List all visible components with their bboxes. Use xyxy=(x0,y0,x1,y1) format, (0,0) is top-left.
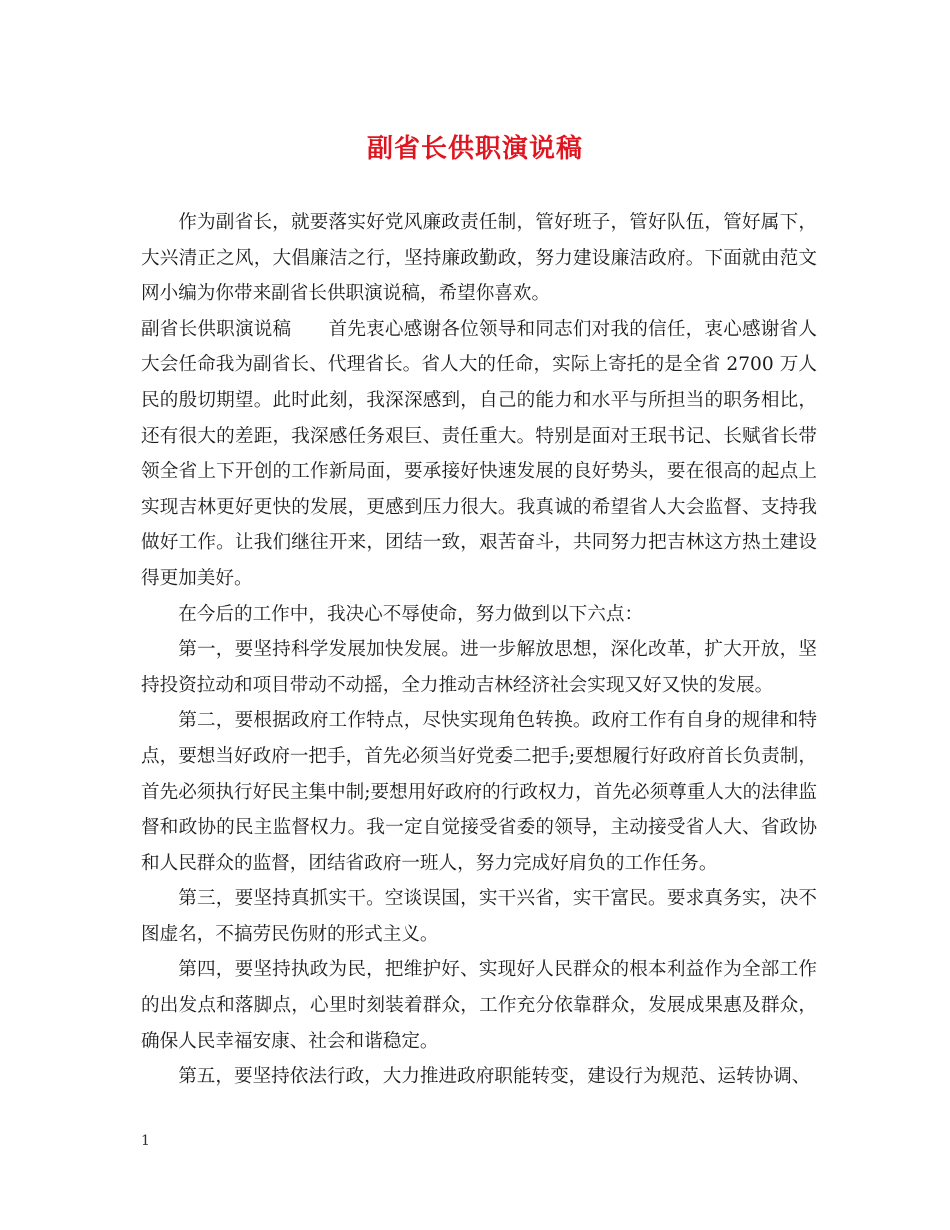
speech-paragraph-2: 在今后的工作中，我决心不辱使命，努力做到以下六点： xyxy=(178,603,644,625)
speech-paragraph-5: 第三，要坚持真抓实干。空谈误国，实干兴省，实干富民。要求真务实，决不图虚名，不搞劳民伤财的形式主义。 xyxy=(141,888,817,945)
speech-paragraph-3: 第一，要坚持科学发展加快发展。进一步解放思想，深化改革，扩大开放，坚持投资拉动和项目带动不动摇，全力推动吉林经济社会实现又好又快的发展。 xyxy=(141,639,817,696)
inline-speech-title: 副省长供职演说稿 xyxy=(141,318,292,340)
speech-paragraph-4: 第二，要根据政府工作特点，尽快实现角色转换。政府工作有自身的规律和特点，要想当好政府一把手，首先必须当好党委二把手;要想履行好政府首长负责制，首先必须执行好民主集中制;要想用好政府的行政权力，首先必须尊重人大的法律监督和政协的民主监督权力。我一定自觉接受省委的领导，主动接受省人大、省政协和人民群众的监督，团结省政府一班人，努力完成好肩负的工作任务。 xyxy=(141,710,817,874)
page-number: 1 xyxy=(141,1133,150,1149)
intro-paragraph: 作为副省长，就要落实好党风廉政责任制，管好班子，管好队伍，管好属下，大兴清正之风，大倡廉洁之行，坚持廉政勤政，努力建设廉洁政府。下面就由范文网小编为你带来副省长供职演说稿，希望你喜欢。 xyxy=(141,212,817,305)
speech-paragraph-1 xyxy=(141,312,817,597)
document-title: 副省长供职演说稿 xyxy=(366,134,583,164)
speech-paragraph-1-text: 首先衷心感谢各位领导和同志们对我的信任，衷心感谢省人大会任命我为副省长、代理省长。省人大的任命，实际上寄托的是全省 2700 万人民的殷切期望。此时此刻，我深深感到，自己的能力和水平与所担当的职务相比，还有很大的差距，我深感任务艰巨、责任重大。特别是面对王珉书记、长赋省长带领全省上下开创的工作新局面，要承接好快速发展的良好势头，要在很高的起点上实现吉林更好更快的发展，更感到压力很大。我真诚的希望省人大会监督、支持我做好工作。让我们继往开来，团结一致，艰苦奋斗，共同努力把吉林这方热土建设得更加美好。 xyxy=(141,318,817,589)
speech-paragraph-7: 第五，要坚持依法行政，大力推进政府职能转变，建设行为规范、运转协调、 xyxy=(178,1066,811,1088)
document-body xyxy=(141,205,817,1095)
speech-paragraph-6: 第四，要坚持执政为民，把维护好、实现好人民群众的根本利益作为全部工作的出发点和落脚点，心里时刻装着群众，工作充分依靠群众，发展成果惠及群众，确保人民幸福安康、社会和谐稳定。 xyxy=(141,959,817,1052)
